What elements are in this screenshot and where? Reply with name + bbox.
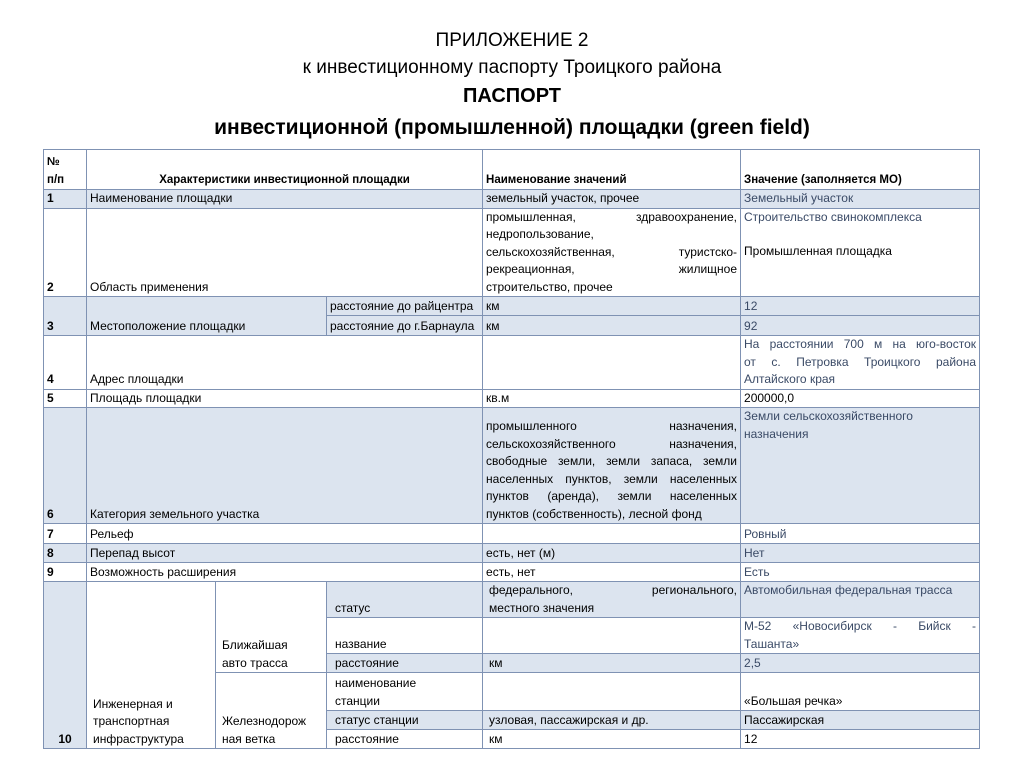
row-value: М-52 «Новосибирск - Бийск - Ташанта» — [741, 618, 980, 654]
row-value-names: км — [483, 316, 741, 336]
row-number: 6 — [44, 408, 87, 524]
row-value-names: промышленная, здравоохранение, недропользование, сельскохозяйственная, туристско- рекреационная, жилищное строительство, прочее — [483, 208, 741, 297]
table-row — [44, 582, 980, 618]
passport-table — [43, 149, 980, 749]
row-value: Земли сельскохозяйственного назначения — [741, 408, 980, 524]
row-value-names: есть, нет — [483, 563, 741, 582]
row-label: Перепад высот — [87, 544, 483, 563]
col-characteristics-header: Характеристики инвестиционной площадки — [87, 150, 483, 190]
row-number: 5 — [44, 389, 87, 408]
row-number: 10 — [44, 582, 87, 749]
table-row — [44, 408, 980, 524]
table-row — [44, 389, 980, 408]
row-label: Категория земельного участка — [87, 408, 483, 524]
row-value-names: есть, нет (м) — [483, 544, 741, 563]
table-row — [44, 563, 980, 582]
row-label: Область применения — [87, 208, 483, 297]
row-sub-label: расстояние до г.Барнаула — [327, 316, 483, 336]
table-row — [44, 336, 980, 390]
table-row — [44, 297, 980, 316]
row-number: 4 — [44, 336, 87, 390]
row-sub-label: расстояние — [327, 654, 483, 673]
row-label: Возможность расширения — [87, 563, 483, 582]
row-value: Нет — [741, 544, 980, 563]
row-number: 9 — [44, 563, 87, 582]
row-number: 8 — [44, 544, 87, 563]
row-value: Есть — [741, 563, 980, 582]
row-value: 12 — [741, 297, 980, 316]
appendix-subtitle: к инвестиционному паспорту Троицкого района — [302, 57, 722, 78]
row-value: Автомобильная федеральная трасса — [741, 582, 980, 618]
row-label: Местоположение площадки — [87, 297, 327, 336]
row-number: 3 — [44, 297, 87, 336]
table-row — [44, 544, 980, 563]
row-value-names — [483, 336, 741, 390]
row-value: 200000,0 — [741, 389, 980, 408]
passport-title: ПАСПОРТ — [463, 85, 561, 107]
row-value: «Большая речка» — [741, 673, 980, 711]
row-label: Рельеф — [87, 524, 483, 544]
row-value-names: км — [483, 297, 741, 316]
row-value-names: промышленного назначения, сельскохозяйственного назначения, свободные земли, земли запаса, земли населенных пунктов, земли населенных пунктов (аренда), земли населенных пунктов (собственность), лесной фонд — [483, 408, 741, 524]
row-sub-group-auto: Ближайшая авто трасса — [216, 582, 327, 673]
row-number: 2 — [44, 208, 87, 297]
row-sub-label: название — [327, 618, 483, 654]
table-header-row — [44, 150, 980, 190]
row-label: Площадь площадки — [87, 389, 483, 408]
row-value: Пассажирская — [741, 711, 980, 730]
row-value: Земельный участок — [741, 190, 980, 209]
row-label: Адрес площадки — [87, 336, 483, 390]
row-value-names — [483, 673, 741, 711]
table-row — [44, 208, 980, 297]
row-value: 92 — [741, 316, 980, 336]
row-sub-label: статус станции — [327, 711, 483, 730]
row-value: Строительство свинокомплекса Промышленная площадка — [741, 208, 980, 297]
table-row — [44, 524, 980, 544]
row-value: 2,5 — [741, 654, 980, 673]
row-value-names: кв.м — [483, 389, 741, 408]
row-value-names — [483, 524, 741, 544]
row-value-names: км — [483, 730, 741, 749]
row-label: Наименование площадки — [87, 190, 483, 209]
col-number-header: № п/п — [44, 150, 87, 190]
appendix-title: ПРИЛОЖЕНИЕ 2 — [435, 30, 589, 51]
col-value-header: Значение (заполняется МО) — [741, 150, 980, 190]
row-number: 7 — [44, 524, 87, 544]
row-value: 12 — [741, 730, 980, 749]
row-sub-label: расстояние до райцентра — [327, 297, 483, 316]
row-sub-group-rail: Железнодорож ная ветка — [216, 673, 327, 749]
passport-subtitle: инвестиционной (промышленной) площадки (green field) — [214, 116, 810, 139]
table-row — [44, 190, 980, 209]
row-value: На расстоянии 700 м на юго-восток от с. Петровка Троицкого района Алтайского края — [741, 336, 980, 390]
row-sub-label: расстояние — [327, 730, 483, 749]
row-value-names: км — [483, 654, 741, 673]
row-value-names: узловая, пассажирская и др. — [483, 711, 741, 730]
row-value-names: федерального, регионального, местного значения — [483, 582, 741, 618]
row-sub-label: статус — [327, 582, 483, 618]
row-number: 1 — [44, 190, 87, 209]
row-value-names: земельный участок, прочее — [483, 190, 741, 209]
row-value-names — [483, 618, 741, 654]
col-value-names-header: Наименование значений — [483, 150, 741, 190]
row-sub-label: наименование станции — [327, 673, 483, 711]
row-label: Инженерная и транспортная инфраструктура — [87, 582, 216, 749]
row-value: Ровный — [741, 524, 980, 544]
